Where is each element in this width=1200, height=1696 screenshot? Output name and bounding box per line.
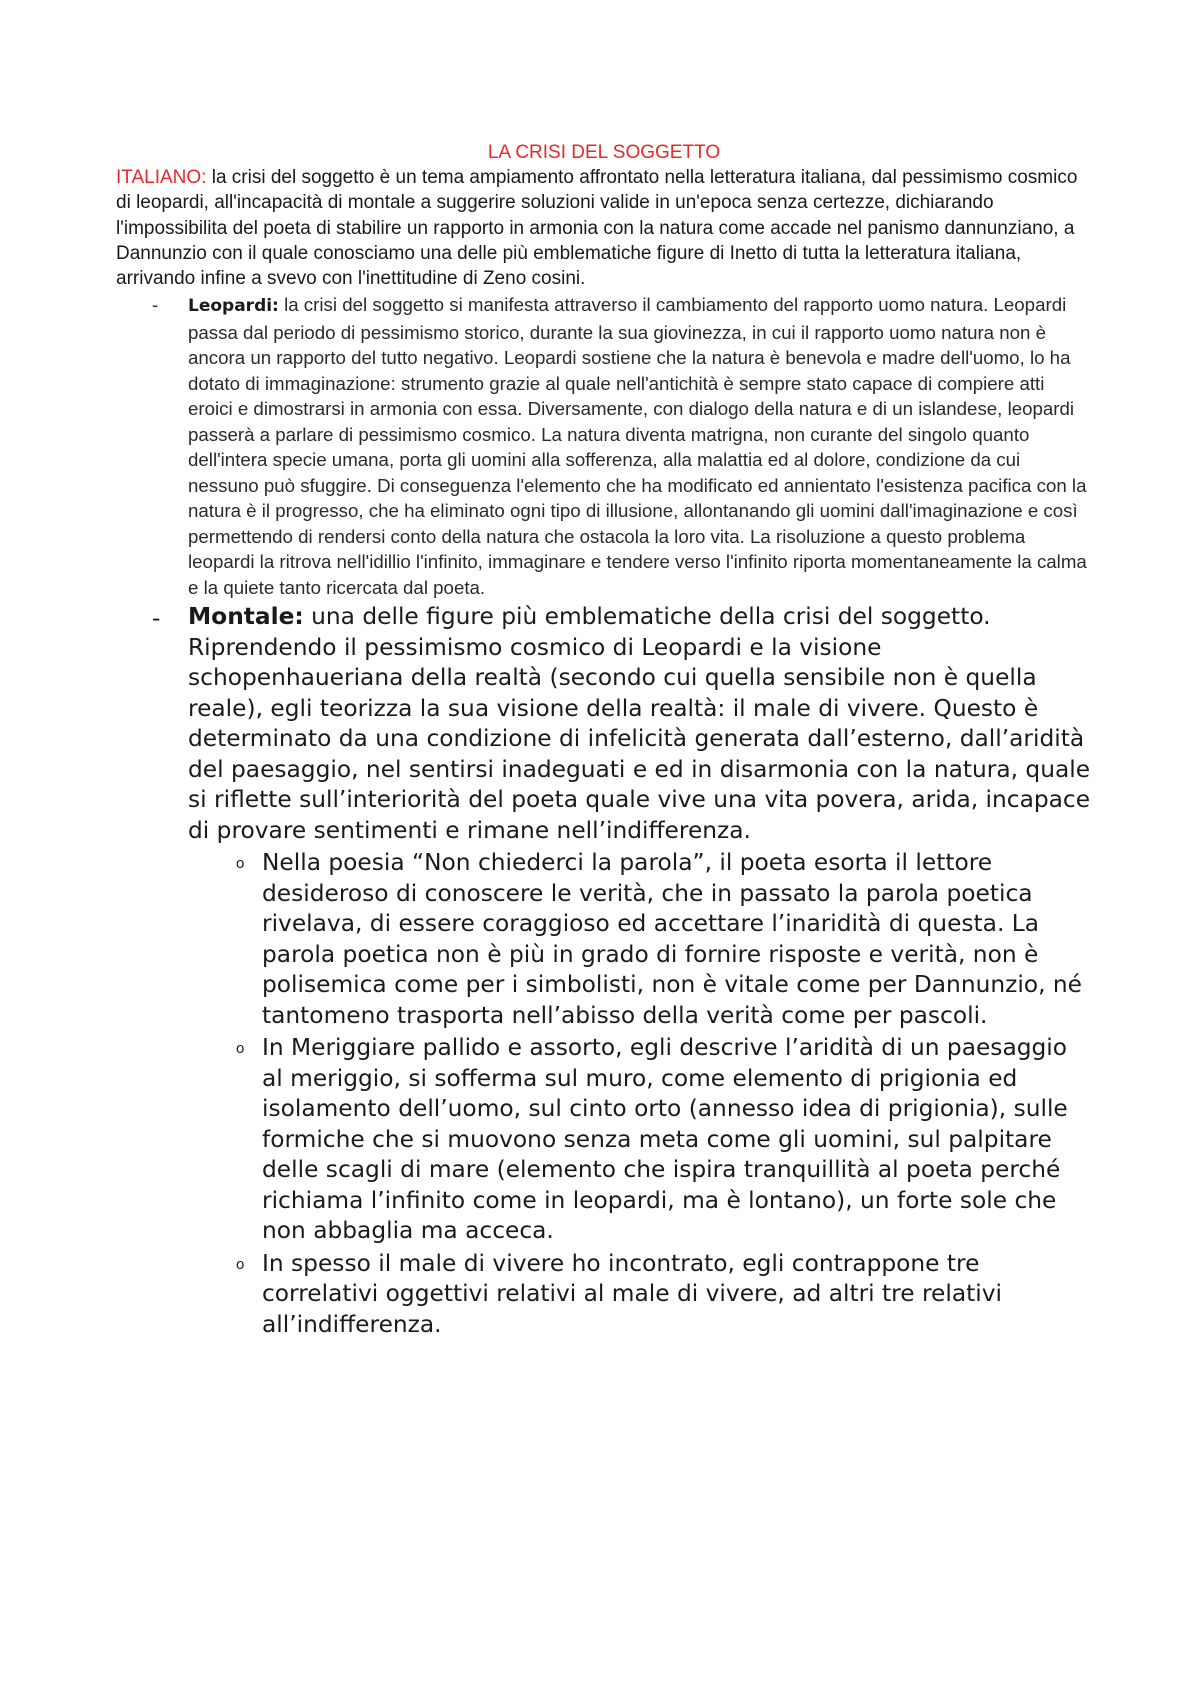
intro-label: ITALIANO:: [116, 167, 207, 188]
document-title: LA CRISI DEL SOGGETTO: [487, 142, 721, 163]
sub-item-text: In Meriggiare pallido e assorto, egli descrive l’aridità di un paesaggio al meriggio, si sofferma sul muro, come elemento di prigionia ed isolamento dell’uomo, sul cinto orto (annesso idea di prigionia), sulle formiche che si muovono senza meta come gli uomini, sul palpitare delle scagli di mare (elemento che ispira tranquillità al poeta perché richiama l’infinito come in leopardi, ma è lontano), un forte sole che non abbaglia ma acceca.: [262, 1034, 1068, 1245]
intro-paragraph: [116, 165, 1092, 291]
list-item: [116, 848, 1092, 1031]
dash-bullet: -: [152, 294, 159, 316]
document-page: [116, 140, 1092, 1340]
montale-section: [116, 602, 1092, 1340]
leopardi-section: [116, 292, 1092, 600]
leopardi-text: la crisi del soggetto si manifesta attraverso il cambiamento del rapporto uomo natura. Leopardi passa dal periodo di pessimismo storico, durante la sua giovinezza, in cui il rapporto uomo natura non è ancora un rapporto del tutto negativo. Leopardi sostiene che la natura è benevola e madre dell'uomo, lo ha dotato di immaginazione: strumento grazie al quale nell'antichità è sempre stato capace di compiere atti eroici e dimostrarsi in armonia con essa. Diversamente, con dialogo della natura e di un islandese, leopardi passerà a parlare di pessimismo cosmico. La natura diventa matrigna, non curante del singolo quanto dell'intera specie umana, porta gli uomini alla sofferenza, alla malattia ed al dolore, condizione da cui nessuno può sfuggire. Di conseguenza l'elemento che ha modificato ed annientato l'esistenza pacifica con la natura è il progresso, che ha eliminato ogni tipo di illusione, allontanando gli uomini dall'imaginazione e così permettendo di rendersi conto della natura che ostacola la loro vita. La risoluzione a questo problema leopardi la ritrova nell'idillio l'infinito, immaginare e tendere verso l'infinito riporta momentaneamente la calma e la quiete tanto ricercata dal poeta.: [188, 294, 1087, 598]
circle-bullet-icon: o: [236, 1255, 245, 1273]
list-item: [116, 1249, 1092, 1341]
montale-sub-list: [188, 848, 1092, 1340]
leopardi-label: Leopardi:: [188, 296, 279, 317]
intro-text: la crisi del soggetto è un tema ampiamento affrontato nella letteratura italiana, dal pessimismo cosmico di leopardi, all'incapacità di montale a suggerire soluzioni valide in un'epoca senza certezze, dichiarando l'impossibilita del poeta di stabilire un rapporto in armonia con la natura come accade nel panismo dannunziano, a Dannunzio con il quale conosciamo una delle più emblematiche figure di Inetto di tutta la letteratura italiana, arrivando infine a svevo con l'inettitudine di Zeno cosini.: [116, 167, 1078, 290]
list-item: [116, 1033, 1092, 1247]
dash-bullet: -: [152, 605, 161, 633]
sub-item-text: In spesso il male di vivere ho incontrato, egli contrappone tre correlativi oggettivi relativi al male di vivere, ad altri tre relativi all’indifferenza.: [262, 1249, 1002, 1338]
sub-item-text: Nella poesia “Non chiederci la parola”, il poeta esorta il lettore desideroso di conoscere le verità, che in passato la parola poetica rivelava, di essere coraggioso ed accettare l’inaridità di questa. La parola poetica non è più in grado di fornire risposte e verità, non è polisemica come per i simbolisti, non è vitale come per Dannunzio, né tantomeno trasporta nell’abisso della verità come per pascoli.: [262, 849, 1082, 1029]
circle-bullet-icon: o: [236, 855, 245, 873]
montale-text: una delle figure più emblematiche della crisi del soggetto. Riprendendo il pessimismo cosmico di Leopardi e la visione schopenhaueriana della realtà (secondo cui quella sensibile non è quella reale), egli teorizza la sua visione della realtà: il male di vivere. Questo è determinato da una condizione di infelicità generata dall’esterno, dall’aridità del paesaggio, nel sentirsi inadeguati e ed in disarmonia con la natura, quale si riflette sull’interiorità del poeta quale vive una vita povera, arida, incapace di provare sentimenti e rimane nell’indifferenza.: [188, 603, 1091, 844]
montale-label: Montale:: [188, 603, 304, 631]
circle-bullet-icon: o: [236, 1040, 245, 1058]
